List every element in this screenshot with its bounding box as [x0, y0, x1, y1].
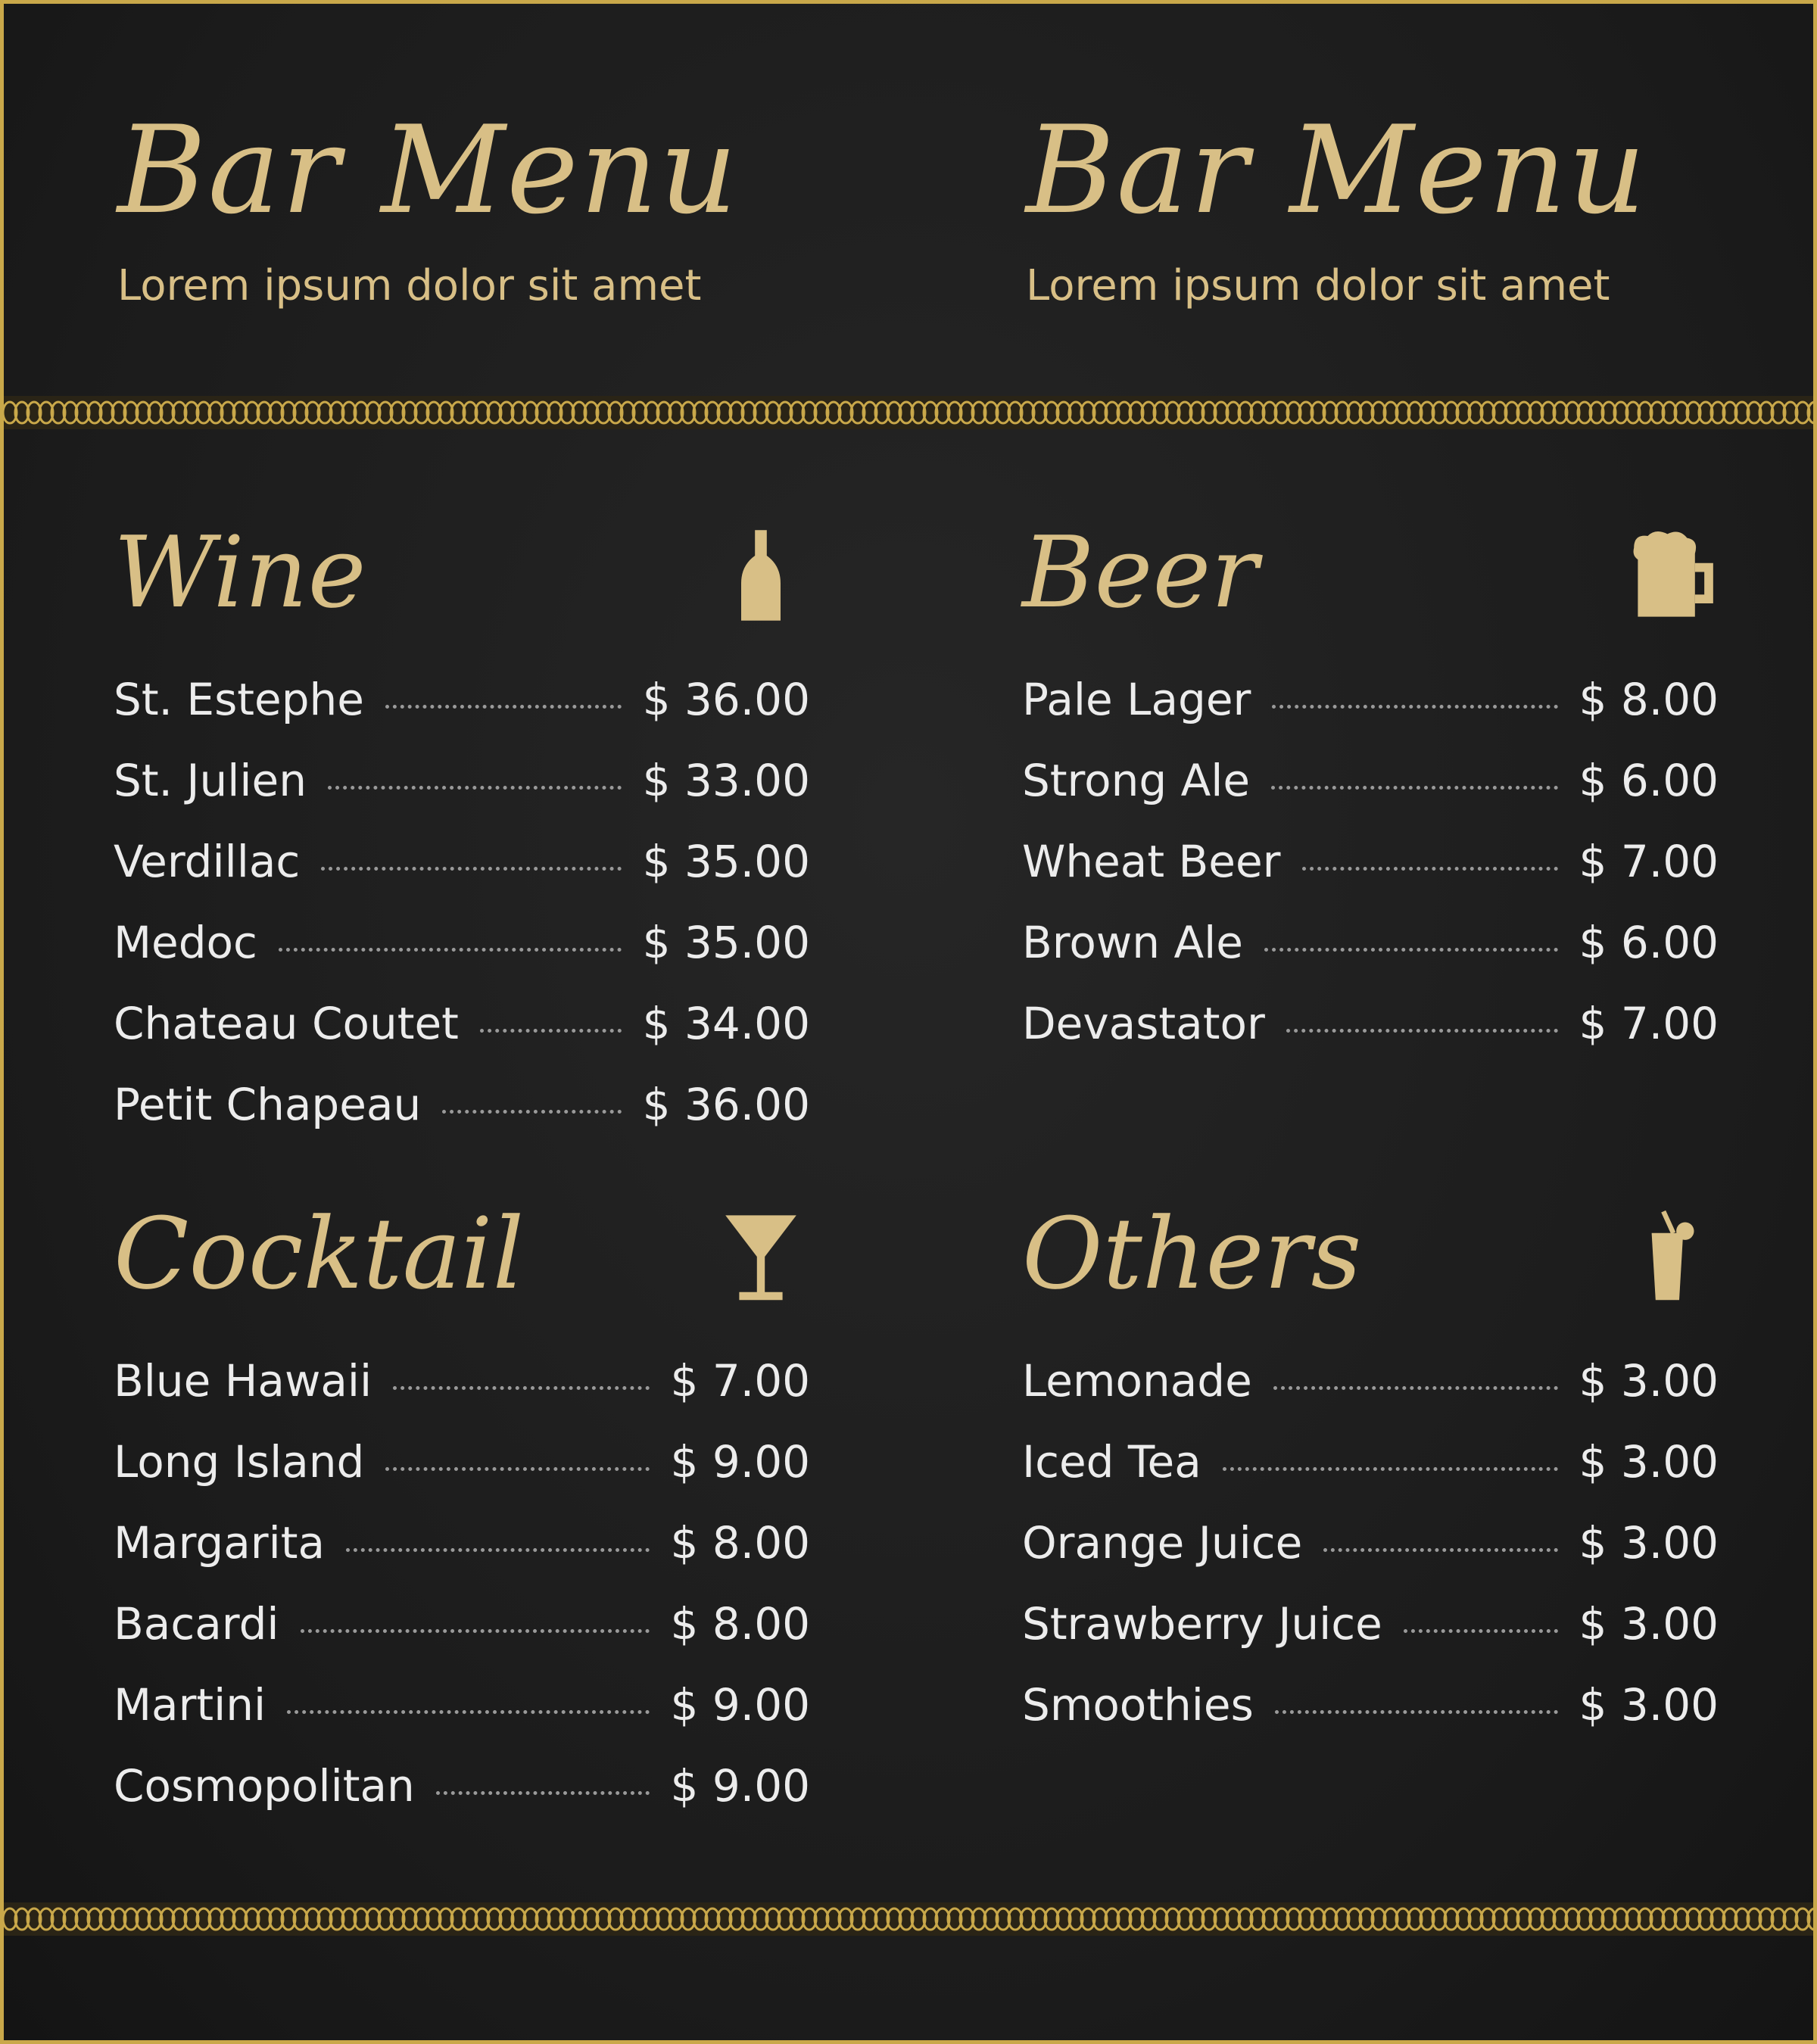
dot-leader: [1404, 1629, 1558, 1633]
item-price: $ 36.00: [642, 1079, 810, 1130]
beer-mug-icon: [1620, 526, 1719, 625]
dot-leader: [1271, 786, 1557, 790]
item-price: $ 9.00: [670, 1679, 810, 1731]
item-price: $ 35.00: [642, 917, 810, 968]
menu-item: [1022, 1598, 1719, 1679]
item-price: $ 3.00: [1579, 1436, 1719, 1488]
item-name: Margarita: [114, 1517, 326, 1569]
brand-header-left: [117, 99, 874, 310]
section-header: [114, 1196, 810, 1313]
menu-item: [114, 674, 810, 755]
menu-item: [1022, 1679, 1719, 1760]
menu-item: [114, 1598, 810, 1679]
chain-divider-bottom: [4, 1902, 1813, 1936]
section-cocktail: [114, 1196, 810, 1841]
item-name: Cosmopolitan: [114, 1760, 415, 1812]
section-others: [1022, 1196, 1719, 1760]
menu-item: [114, 755, 810, 836]
chain-divider-top: [4, 396, 1813, 429]
menu-item: [114, 1355, 810, 1436]
dot-leader: [321, 867, 621, 871]
item-name: Lemonade: [1022, 1355, 1252, 1407]
brand-title: Bar Menu: [117, 99, 739, 241]
brand-tagline: Lorem ipsum dolor sit amet: [117, 261, 702, 310]
item-price: $ 3.00: [1579, 1598, 1719, 1650]
item-name: Devastator: [1022, 998, 1265, 1049]
dot-leader: [393, 1386, 649, 1390]
brand-tagline: Lorem ipsum dolor sit amet: [1026, 261, 1610, 310]
item-price: $ 8.00: [670, 1517, 810, 1569]
item-price: $ 7.00: [670, 1355, 810, 1407]
menu-item: [1022, 674, 1719, 755]
item-name: St. Julien: [114, 755, 307, 806]
dot-leader: [287, 1710, 649, 1714]
section-header: [1022, 515, 1719, 632]
menu-item: [114, 1760, 810, 1841]
dot-leader: [1264, 948, 1558, 952]
item-name: Medoc: [114, 917, 257, 968]
item-name: Brown Ale: [1022, 917, 1243, 968]
dot-leader: [346, 1548, 650, 1552]
item-name: Petit Chapeau: [114, 1079, 422, 1130]
item-name: St. Estephe: [114, 674, 364, 725]
dot-leader: [301, 1629, 650, 1633]
dot-leader: [385, 705, 622, 709]
menu-item: [114, 1517, 810, 1598]
brand-title: Bar Menu: [1026, 99, 1647, 241]
menu-item: [1022, 1355, 1719, 1436]
dot-leader: [1273, 1386, 1558, 1390]
item-price: $ 8.00: [1579, 674, 1719, 725]
item-price: $ 35.00: [642, 836, 810, 887]
item-name: Smoothies: [1022, 1679, 1254, 1731]
menu-item: [114, 998, 810, 1079]
drink-with-straw-icon: [1620, 1207, 1719, 1306]
item-name: Strong Ale: [1022, 755, 1251, 806]
dot-leader: [480, 1029, 622, 1033]
item-list: [1022, 674, 1719, 1079]
section-header: [1022, 1196, 1719, 1313]
item-price: $ 6.00: [1579, 755, 1719, 806]
item-price: $ 9.00: [670, 1436, 810, 1488]
item-name: Orange Juice: [1022, 1517, 1303, 1569]
menu-item: [1022, 917, 1719, 998]
dot-leader: [1223, 1467, 1558, 1471]
menu-item: [114, 1436, 810, 1517]
item-name: Verdillac: [114, 836, 301, 887]
dot-leader: [279, 948, 622, 952]
dot-leader: [1275, 1710, 1558, 1714]
item-list: [114, 674, 810, 1160]
item-name: Iced Tea: [1022, 1436, 1201, 1488]
item-price: $ 34.00: [642, 998, 810, 1049]
item-name: Wheat Beer: [1022, 836, 1281, 887]
menu-item: [114, 1079, 810, 1160]
item-price: $ 3.00: [1579, 1355, 1719, 1407]
menu-item: [114, 836, 810, 917]
dot-leader: [328, 786, 622, 790]
menu-item: [1022, 755, 1719, 836]
item-name: Chateau Coutet: [114, 998, 459, 1049]
section-header: [114, 515, 810, 632]
item-price: $ 6.00: [1579, 917, 1719, 968]
section-title: Others: [1022, 1196, 1362, 1311]
item-list: [1022, 1355, 1719, 1760]
item-name: Long Island: [114, 1436, 365, 1488]
wine-bottle-icon: [712, 526, 810, 625]
section-beer: [1022, 515, 1719, 1079]
brand-header-right: [1026, 99, 1783, 310]
dot-leader: [385, 1467, 649, 1471]
item-price: $ 7.00: [1579, 836, 1719, 887]
section-title: Beer: [1022, 515, 1258, 630]
item-name: Blue Hawaii: [114, 1355, 372, 1407]
martini-glass-icon: [712, 1207, 810, 1306]
menu-item: [114, 1679, 810, 1760]
section-title: Cocktail: [114, 1196, 525, 1311]
item-price: $ 8.00: [670, 1598, 810, 1650]
dot-leader: [1323, 1548, 1557, 1552]
menu-item: [1022, 1517, 1719, 1598]
menu-item: [1022, 1436, 1719, 1517]
dot-leader: [436, 1791, 650, 1795]
item-price: $ 7.00: [1579, 998, 1719, 1049]
item-price: $ 3.00: [1579, 1679, 1719, 1731]
item-name: Strawberry Juice: [1022, 1598, 1382, 1650]
menu-item: [114, 917, 810, 998]
dot-leader: [1286, 1029, 1558, 1033]
item-price: $ 33.00: [642, 755, 810, 806]
dot-leader: [1302, 867, 1558, 871]
menu-item: [1022, 998, 1719, 1079]
item-name: Martini: [114, 1679, 266, 1731]
item-price: $ 36.00: [642, 674, 810, 725]
dot-leader: [1272, 705, 1557, 709]
section-title: Wine: [114, 515, 366, 630]
dot-leader: [442, 1110, 621, 1114]
section-wine: [114, 515, 810, 1160]
item-name: Bacardi: [114, 1598, 279, 1650]
item-price: $ 9.00: [670, 1760, 810, 1812]
item-price: $ 3.00: [1579, 1517, 1719, 1569]
item-name: Pale Lager: [1022, 674, 1251, 725]
item-list: [114, 1355, 810, 1841]
menu-item: [1022, 836, 1719, 917]
